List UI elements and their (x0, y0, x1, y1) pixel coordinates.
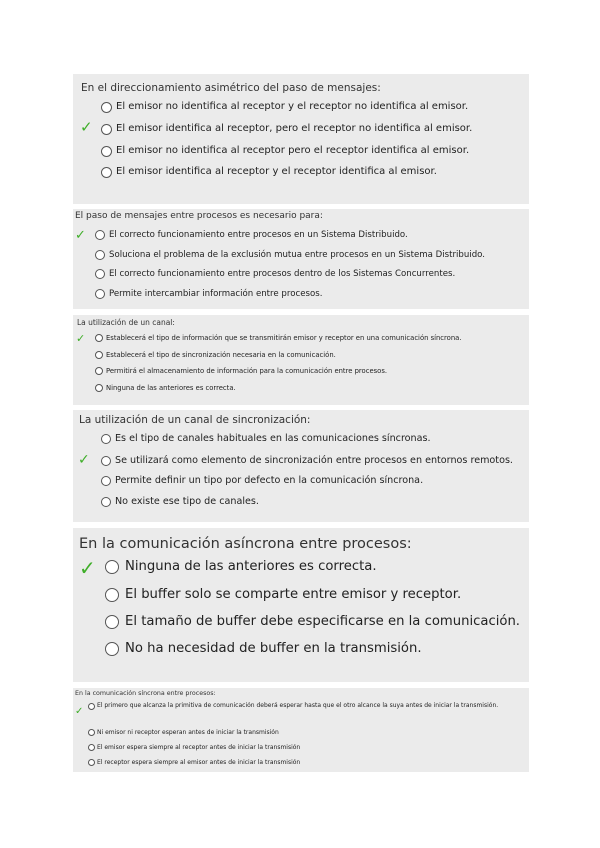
question-block-3 (73, 315, 529, 405)
radio-button[interactable] (101, 124, 112, 135)
radio-button[interactable] (88, 729, 95, 736)
radio-button[interactable] (95, 367, 103, 375)
question-5-option-3[interactable]: El tamaño de buffer debe especificarse en la comunicación. (105, 614, 520, 629)
radio-button[interactable] (101, 456, 111, 466)
radio-button[interactable] (95, 269, 105, 279)
radio-button[interactable] (105, 560, 119, 574)
radio-button[interactable] (101, 167, 112, 178)
radio-button[interactable] (95, 230, 105, 240)
radio-button[interactable] (101, 497, 111, 507)
question-2-option-2[interactable]: Soluciona el problema de la exclusión mutua entre procesos en un Sistema Distribuido. (95, 250, 485, 260)
radio-button[interactable] (101, 476, 111, 486)
question-3-prompt: La utilización de un canal: (77, 318, 175, 327)
question-block-2 (73, 209, 529, 309)
question-2-option-3[interactable]: El correcto funcionamiento entre procesos dentro de los Sistemas Concurrentes. (95, 269, 455, 279)
radio-button[interactable] (88, 759, 95, 766)
question-6-option-4[interactable]: El receptor espera siempre al emisor antes de iniciar la transmisión (88, 759, 300, 766)
question-2-option-1[interactable]: El correcto funcionamiento entre procesos en un Sistema Distribuido. (95, 230, 408, 240)
checkmark-icon: ✓ (75, 706, 84, 717)
question-6-option-1[interactable]: El primero que alcanza la primitiva de comunicación deberá esperar hasta que el otro alcance la suya antes de iniciar la transmisión. (88, 702, 526, 710)
question-1-option-4[interactable]: El emisor identifica al receptor y el receptor identifica al emisor. (101, 166, 437, 178)
question-6-option-3[interactable]: El emisor espera siempre al receptor antes de iniciar la transmisión (88, 744, 300, 751)
checkmark-icon: ✓ (76, 332, 86, 345)
question-block-5 (73, 528, 529, 682)
question-1-option-3[interactable]: El emisor no identifica al receptor pero el receptor identifica al emisor. (101, 145, 469, 157)
radio-button[interactable] (101, 102, 112, 113)
checkmark-icon: ✓ (79, 556, 96, 580)
radio-button[interactable] (95, 250, 105, 260)
radio-button[interactable] (95, 384, 103, 392)
question-5-option-1[interactable]: Ninguna de las anteriores es correcta. (105, 559, 377, 574)
question-block-1 (73, 74, 529, 204)
radio-button[interactable] (88, 744, 95, 751)
question-2-prompt: El paso de mensajes entre procesos es necesario para: (75, 211, 323, 221)
question-2-option-4[interactable]: Permite intercambiar información entre procesos. (95, 289, 322, 299)
question-5-option-4[interactable]: No ha necesidad de buffer en la transmisión. (105, 641, 422, 656)
radio-button[interactable] (105, 588, 119, 602)
question-3-option-2[interactable]: Establecerá el tipo de sincronización necesaria en la comunicación. (95, 351, 336, 359)
radio-button[interactable] (88, 703, 95, 710)
question-5-option-2[interactable]: El buffer solo se comparte entre emisor y receptor. (105, 587, 461, 602)
checkmark-icon: ✓ (80, 118, 93, 136)
question-1-prompt: En el direccionamiento asimétrico del paso de mensajes: (81, 82, 381, 94)
radio-button[interactable] (101, 146, 112, 157)
question-6-prompt: En la comunicación síncrona entre procesos: (75, 690, 216, 697)
question-6-option-2[interactable]: Ni emisor ni receptor esperan antes de iniciar la transmisión (88, 729, 279, 736)
question-3-option-4[interactable]: Ninguna de las anteriores es correcta. (95, 384, 236, 392)
question-block-4 (73, 410, 529, 522)
question-5-prompt: En la comunicación asíncrona entre procesos: (79, 536, 412, 552)
question-3-option-3[interactable]: Permitirá el almacenamiento de información para la comunicación entre procesos. (95, 367, 387, 375)
radio-button[interactable] (101, 434, 111, 444)
question-4-prompt: La utilización de un canal de sincronización: (79, 414, 311, 426)
radio-button[interactable] (95, 351, 103, 359)
question-4-option-3[interactable]: Permite definir un tipo por defecto en la comunicación síncrona. (101, 475, 423, 486)
radio-button[interactable] (105, 615, 119, 629)
question-1-option-2[interactable]: El emisor identifica al receptor, pero el receptor no identifica al emisor. (101, 123, 472, 135)
question-1-option-1[interactable]: El emisor no identifica al receptor y el receptor no identifica al emisor. (101, 101, 468, 113)
question-3-option-1[interactable]: Establecerá el tipo de información que se transmitirán emisor y receptor en una comunicación síncrona. (95, 334, 461, 342)
radio-button[interactable] (95, 289, 105, 299)
question-4-option-2[interactable]: Se utilizará como elemento de sincronización entre procesos en entornos remotos. (101, 455, 513, 466)
checkmark-icon: ✓ (78, 452, 90, 468)
question-4-option-4[interactable]: No existe ese tipo de canales. (101, 496, 259, 507)
question-block-6 (73, 688, 529, 772)
question-4-option-1[interactable]: Es el tipo de canales habituales en las comunicaciones síncronas. (101, 433, 431, 444)
radio-button[interactable] (95, 334, 103, 342)
checkmark-icon: ✓ (75, 228, 86, 243)
radio-button[interactable] (105, 642, 119, 656)
